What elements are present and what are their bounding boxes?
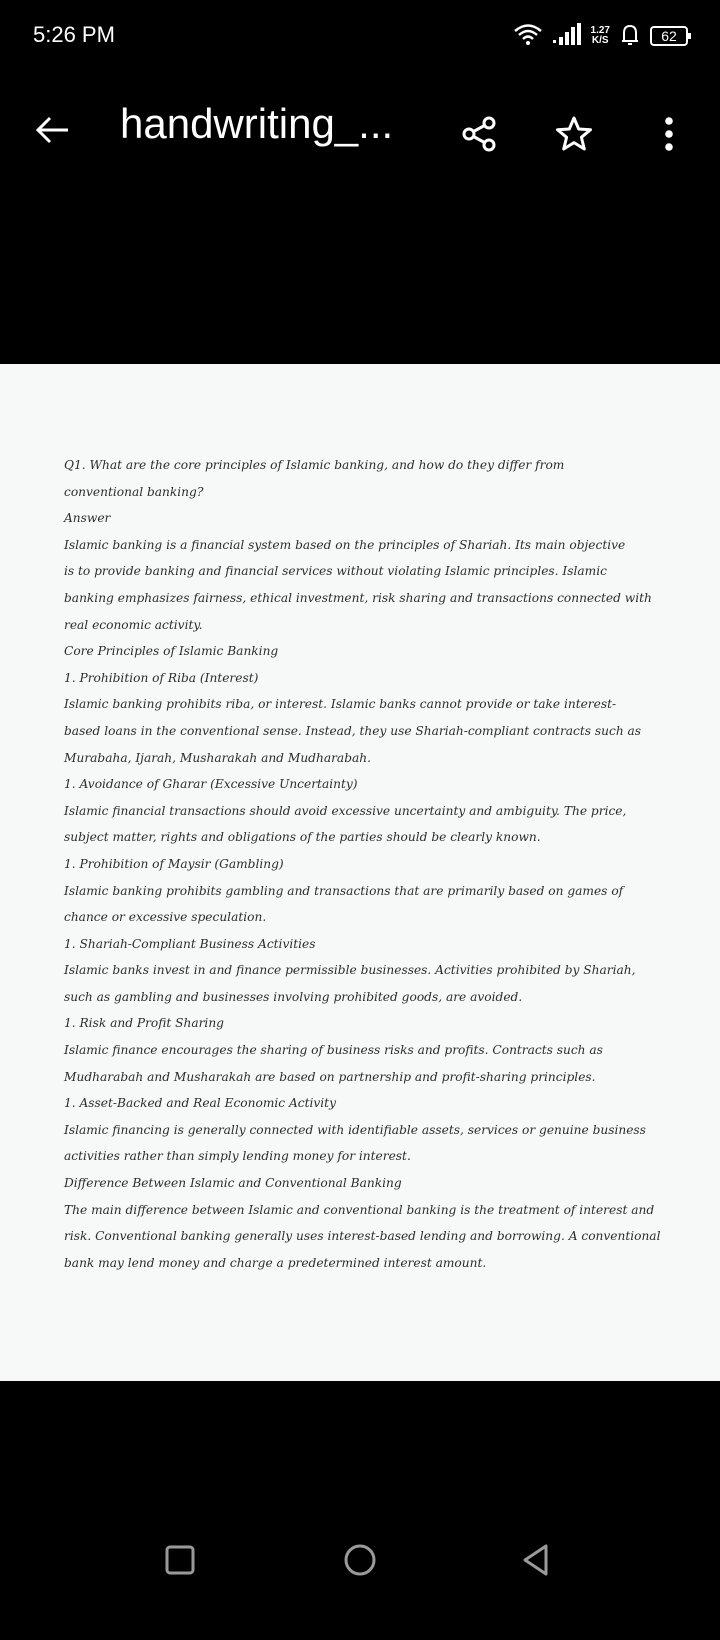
text-line: bank may lend money and charge a predetermined interest amount.	[64, 1255, 487, 1270]
wifi-icon	[513, 22, 543, 50]
home-circle-icon	[342, 1542, 378, 1578]
document-title: handwriting_...	[120, 100, 394, 147]
favorite-button[interactable]	[550, 110, 598, 158]
text-line: Answer	[64, 511, 111, 526]
alarm-icon	[620, 23, 640, 49]
text-line: Islamic banking prohibits gambling and transactions that are primarily based on games of	[64, 883, 624, 898]
text-line: 1. Prohibition of Maysir (Gambling)	[64, 856, 284, 871]
status-bar	[0, 0, 720, 72]
text-line: The main difference between Islamic and conventional banking is the treatment of interest and	[64, 1202, 655, 1217]
home-button[interactable]	[330, 1530, 390, 1590]
net-speed	[591, 26, 610, 46]
text-line: real economic activity.	[64, 617, 203, 632]
back-triangle-icon	[519, 1542, 553, 1578]
text-line: Murabaha, Ijarah, Musharakah and Mudharabah.	[64, 750, 371, 765]
text-line: subject matter, rights and obligations of the parties should be clearly known.	[64, 830, 541, 845]
text-line: 1. Avoidance of Gharar (Excessive Uncertainty)	[64, 777, 358, 792]
text-line: Q1. What are the core principles of Islamic banking, and how do they differ from	[64, 458, 565, 472]
document-page[interactable]	[0, 364, 720, 1381]
recents-square-icon	[163, 1543, 197, 1577]
recents-button[interactable]	[150, 1530, 210, 1590]
text-line: Mudharabah and Musharakah are based on partnership and profit-sharing principles.	[64, 1069, 596, 1084]
text-line: Difference Between Islamic and Conventional Banking	[64, 1176, 402, 1191]
more-vert-icon	[661, 114, 677, 154]
status-icons	[513, 22, 688, 50]
text-line: is to provide banking and financial services without violating Islamic principles. Islamic	[64, 564, 607, 579]
text-line: 1. Shariah-Compliant Business Activities	[64, 936, 316, 951]
text-line: 1. Asset-Backed and Real Economic Activity	[64, 1096, 336, 1111]
text-line: activities rather than simply lending money for interest.	[64, 1149, 411, 1164]
share-button[interactable]	[455, 110, 503, 158]
back-nav-button[interactable]	[506, 1530, 566, 1590]
text-line: banking emphasizes fairness, ethical investment, risk sharing and transactions connected with	[64, 590, 652, 605]
back-button[interactable]	[32, 110, 80, 158]
text-line: 1. Risk and Profit Sharing	[64, 1016, 224, 1031]
text-line: conventional banking?	[64, 484, 204, 499]
net-speed-unit: K/S	[591, 35, 609, 46]
text-line: Islamic financing is generally connected with identifiable assets, services or genuine business	[64, 1122, 646, 1137]
text-line: Core Principles of Islamic Banking	[64, 644, 279, 659]
text-line: chance or excessive speculation.	[64, 910, 267, 925]
star-icon	[554, 114, 594, 154]
status-time: 5:26 PM	[33, 22, 115, 47]
back-arrow-icon	[32, 110, 72, 150]
text-line: risk. Conventional banking generally uses interest-based lending and borrowing. A conventional	[64, 1229, 661, 1244]
signal-icon	[553, 23, 581, 49]
text-line: 1. Prohibition of Riba (Interest)	[64, 670, 259, 685]
battery-icon: 62	[650, 26, 688, 46]
text-line: Islamic financial transactions should avoid excessive uncertainty and ambiguity. The price,	[64, 803, 627, 818]
net-speed-value: 1.27	[590, 25, 610, 36]
text-line: Islamic banks invest in and finance permissible businesses. Activities prohibited by Shariah,	[64, 963, 636, 978]
text-line: Islamic banking prohibits riba, or interest. Islamic banks cannot provide or take interest-	[64, 697, 617, 712]
text-line: such as gambling and businesses involving prohibited goods, are avoided.	[64, 989, 523, 1004]
share-icon	[459, 114, 499, 154]
text-line: based loans in the conventional sense. Instead, they use Shariah-compliant contracts such as	[64, 723, 642, 738]
text-line: Islamic finance encourages the sharing of business risks and profits. Contracts such as	[64, 1043, 603, 1058]
more-options-button[interactable]	[645, 110, 693, 158]
text-line: Islamic banking is a financial system based on the principles of Shariah. Its main objective	[64, 537, 626, 552]
handwritten-text	[64, 452, 684, 1276]
